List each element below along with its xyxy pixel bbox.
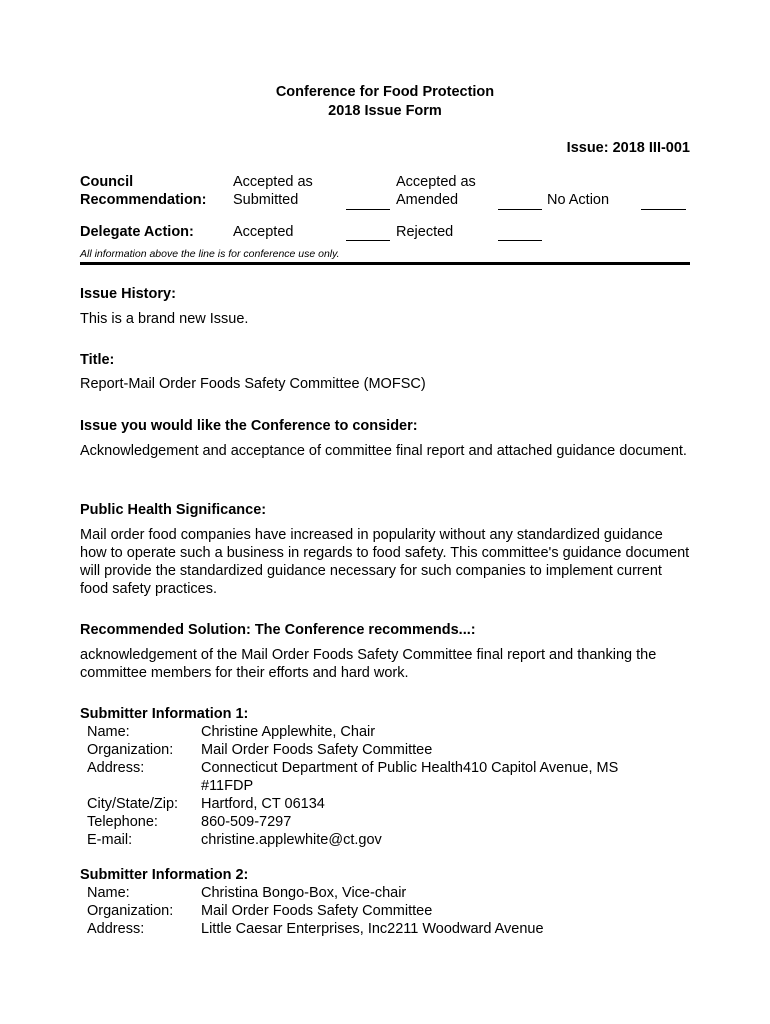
form-subtitle: 2018 Issue Form bbox=[328, 103, 442, 119]
title-text: Report-Mail Order Foods Safety Committee (MOFSC) bbox=[80, 376, 426, 392]
issue-number: Issue: 2018 III-001 bbox=[566, 140, 690, 156]
council-option-accepted-amended-2: Amended bbox=[396, 192, 459, 208]
issue-history-heading: Issue History: bbox=[80, 286, 176, 302]
council-option-accepted-submitted-2: Submitted bbox=[233, 192, 299, 208]
council-blank-no-action[interactable] bbox=[641, 208, 686, 210]
submitter2-name: Christina Bongo-Box, Vice-chair bbox=[201, 885, 407, 901]
delegate-option-rejected: Rejected bbox=[396, 224, 454, 240]
form-title: Conference for Food Protection bbox=[275, 84, 495, 100]
council-blank-submitted[interactable] bbox=[346, 208, 390, 210]
delegate-blank-accepted[interactable] bbox=[346, 239, 390, 241]
conference-use-note: All information above the line is for conference use only. bbox=[80, 248, 340, 260]
council-option-no-action: No Action bbox=[547, 192, 610, 208]
submitter1-email-label: E-mail: bbox=[87, 832, 133, 848]
solution-text: acknowledgement of the Mail Order Foods Safety Committee final report and thanking the committee members for their efforts and hard work. bbox=[80, 647, 657, 681]
submitter2-org-label: Organization: bbox=[87, 903, 174, 919]
solution-heading: Recommended Solution: The Conference recommends...: bbox=[80, 622, 476, 638]
submitter1-organization: Mail Order Foods Safety Committee bbox=[201, 742, 433, 758]
submitter1-address-2: #11FDP bbox=[201, 778, 254, 794]
submitter1-telephone: 860-509-7297 bbox=[201, 814, 292, 830]
submitter1-city: Hartford, CT 06134 bbox=[201, 796, 325, 812]
submitter2-address: Little Caesar Enterprises, Inc2211 Woodward Avenue bbox=[201, 921, 544, 937]
significance-text: Mail order food companies have increased in popularity without any standardized guidance how to operate such a business in regards to food safety. This committee's guidance document will provide the standardized guidance necessary for such companies to implement current food safety practices. bbox=[80, 527, 690, 597]
submitter1-telephone-label: Telephone: bbox=[87, 814, 158, 830]
issue-consider-heading: Issue you would like the Conference to consider: bbox=[80, 418, 418, 434]
delegate-blank-rejected[interactable] bbox=[498, 239, 542, 241]
submitter1-address: Connecticut Department of Public Health410 Capitol Avenue, MS bbox=[201, 760, 619, 776]
submitter1-email[interactable]: christine.applewhite@ct.gov bbox=[201, 832, 382, 848]
delegate-label: Delegate Action: bbox=[80, 224, 194, 240]
submitter1-name-label: Name: bbox=[87, 724, 130, 740]
submitter2-name-label: Name: bbox=[87, 885, 130, 901]
submitter1-org-label: Organization: bbox=[87, 742, 174, 758]
issue-history-text: This is a brand new Issue. bbox=[80, 311, 249, 327]
title-heading: Title: bbox=[80, 352, 115, 368]
issue-consider-text: Acknowledgement and acceptance of committee final report and attached guidance document. bbox=[80, 443, 687, 459]
submitter1-heading: Submitter Information 1: bbox=[80, 706, 249, 722]
submitter2-organization: Mail Order Foods Safety Committee bbox=[201, 903, 433, 919]
submitter1-city-label: City/State/Zip: bbox=[87, 796, 179, 812]
council-blank-amended[interactable] bbox=[498, 208, 542, 210]
council-label: Council bbox=[80, 174, 134, 190]
council-label-2: Recommendation: bbox=[80, 192, 207, 208]
submitter2-heading: Submitter Information 2: bbox=[80, 867, 249, 883]
submitter1-address-label: Address: bbox=[87, 760, 145, 776]
divider-line bbox=[80, 262, 690, 265]
significance-heading: Public Health Significance: bbox=[80, 502, 267, 518]
council-option-accepted-amended: Accepted as bbox=[396, 174, 476, 190]
delegate-option-accepted: Accepted bbox=[233, 224, 294, 240]
submitter2-address-label: Address: bbox=[87, 921, 145, 937]
council-option-accepted-submitted: Accepted as bbox=[233, 174, 313, 190]
submitter1-name: Christine Applewhite, Chair bbox=[201, 724, 376, 740]
